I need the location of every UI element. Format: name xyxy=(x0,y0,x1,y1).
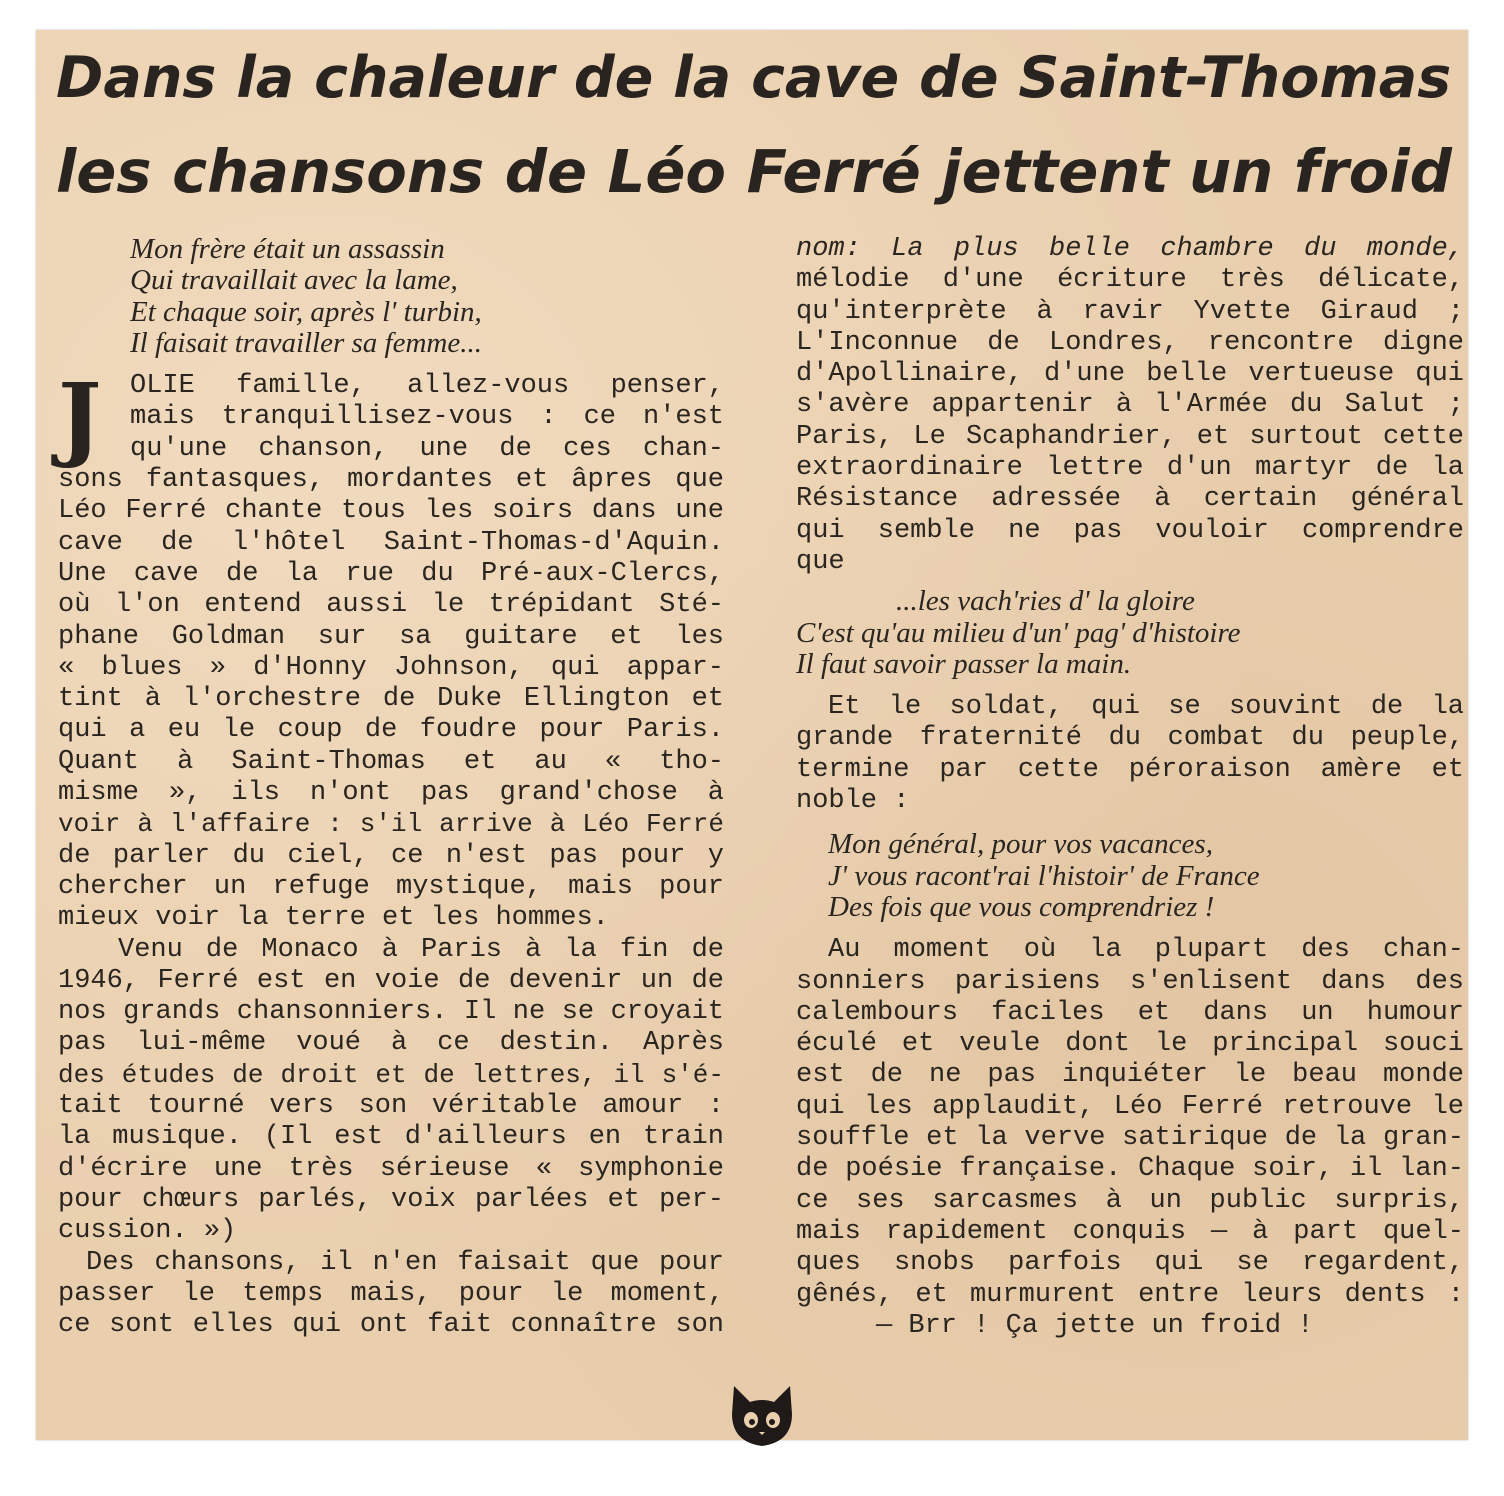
verse-line: Mon frère était un assassin xyxy=(130,234,445,265)
text-line: Paris, Le Scaphandrier, et surtout cette xyxy=(796,421,1464,452)
text-line: calembours faciles et dans un humour xyxy=(796,997,1464,1028)
text-line: Léo Ferré chante tous les soirs dans une xyxy=(58,496,724,527)
text-line: « blues » d'Honny Johnson, qui appar- xyxy=(58,652,724,683)
headline-line-2: les chansons de Léo Ferré jettent un froid xyxy=(56,137,1452,206)
text-line: phane Goldman sur sa guitare et les xyxy=(58,621,724,652)
verse-line: Il faisait travailler sa femme... xyxy=(130,327,482,359)
text-line: d'Apollinaire, d'une belle vertueuse qui xyxy=(796,359,1464,390)
text-line: OLIE famille, allez-vous penser, xyxy=(130,371,724,402)
text-line: éculé et veule dont le principal souci xyxy=(796,1029,1464,1060)
text-line: 1946, Ferré est en voie de devenir un de xyxy=(58,965,724,996)
text-line: pour chœurs parlés, voix parlées et per- xyxy=(58,1184,724,1215)
text-line: sons fantasques, mordantes et âpres que xyxy=(58,465,724,496)
closing-line: — Brr ! Ça jette un froid ! xyxy=(876,1310,1314,1341)
verse-block-2 xyxy=(796,829,1464,923)
spacer xyxy=(796,923,1464,935)
text-line: mieux voir la terre et les hommes. xyxy=(58,903,609,934)
text-line: noble : xyxy=(796,786,910,817)
spacer xyxy=(796,817,1464,829)
text-line: qu'une chanson, une de ces chan- xyxy=(130,433,724,464)
verse-line: Qui travaillait avec la lame, xyxy=(130,265,458,297)
text-line: Au moment où la plupart des chan- xyxy=(828,935,1464,966)
text-line: d'écrire une très sérieuse « symphonie xyxy=(58,1153,724,1184)
text-line: Résistance adressée à certain général xyxy=(796,484,1464,515)
text-line: passer le temps mais, pour le moment, xyxy=(58,1278,724,1309)
text-line: gênés, et murmurent entre leurs dents : xyxy=(796,1279,1464,1310)
spacer xyxy=(796,578,1464,586)
verse-line: ...les vach'ries d' la gloire xyxy=(896,586,1195,618)
verse-line: Mon général, pour vos vacances, xyxy=(828,829,1213,861)
text-line: sonniers parisiens s'enlisent dans des xyxy=(796,966,1464,997)
paragraph-6 xyxy=(796,935,1464,1311)
text-line: la musique. (Il est d'ailleurs en train xyxy=(58,1122,724,1153)
text-line: Venu de Monaco à Paris à la fin de xyxy=(118,934,724,965)
text-line: souffle et la verve satirique de la gran- xyxy=(796,1123,1464,1154)
verse-line: Des fois que vous comprendriez ! xyxy=(828,891,1215,923)
drop-cap: J xyxy=(58,363,102,472)
text-line: ce ses sarcasmes à un public surpris, xyxy=(796,1185,1464,1216)
text-line: qui a eu le coup de foudre pour Paris. xyxy=(58,715,724,746)
text-line: de parler du ciel, ce n'est pas pour y xyxy=(58,840,724,871)
text-line: mélodie d'une écriture très délicate, xyxy=(796,265,1464,296)
text-line: des études de droit et de lettres, il s'é- xyxy=(58,1059,724,1090)
paragraph-3 xyxy=(58,1248,724,1342)
paragraph-1 xyxy=(58,363,724,934)
text-line: termine par cette péroraison amère et xyxy=(796,754,1464,785)
text-line: cussion. ») xyxy=(58,1216,237,1247)
text-line: pas lui-même voué à ce destin. Après xyxy=(58,1028,724,1059)
opening-verse xyxy=(58,234,724,359)
text-line: Des chansons, il n'en faisait que pour xyxy=(86,1247,724,1278)
verse-line: J' vous racont'rai l'histoir' de France xyxy=(828,860,1260,892)
paragraph-2 xyxy=(58,935,724,1248)
verse-line: Et chaque soir, après l' turbin, xyxy=(130,296,482,328)
text-line: ce sont elles qui ont fait connaître son xyxy=(58,1310,724,1341)
text-line: cave de l'hôtel Saint-Thomas-d'Aquin. xyxy=(58,527,724,558)
headline-line-1: Dans la chaleur de la cave de Saint-Thomas xyxy=(56,45,1452,111)
text-line: qui les applaudit, Léo Ferré retrouve le xyxy=(796,1091,1464,1122)
text-line: tint à l'orchestre de Duke Ellington et xyxy=(58,684,724,715)
verse-block-1 xyxy=(796,586,1464,680)
text-line: qui semble ne pas vouloir comprendre xyxy=(796,515,1464,546)
text-line: que xyxy=(796,546,845,577)
newspaper-clipping xyxy=(36,30,1468,1440)
text-line: s'avère appartenir à l'Armée du Salut ; xyxy=(796,390,1464,421)
verse-line: Il faut savoir passer la main. xyxy=(796,648,1132,680)
left-column xyxy=(58,234,724,1341)
text-line: nom: La plus belle chambre du monde, xyxy=(796,234,1464,264)
text-line: est de ne pas inquiéter le beau monde xyxy=(796,1060,1464,1091)
text-line: extraordinaire lettre d'un martyr de la xyxy=(796,453,1464,484)
text-line: nos grands chansonniers. Il ne se croyait xyxy=(58,997,724,1028)
text-line: tait tourné vers son véritable amour : xyxy=(58,1091,724,1122)
text-line: grande fraternité du combat du peuple, xyxy=(796,723,1464,754)
text-line: chercher un refuge mystique, mais pour xyxy=(58,871,724,902)
spacer xyxy=(796,680,1464,692)
text-line: misme », ils n'ont pas grand'chose à xyxy=(58,778,724,809)
text-line: Une cave de la rue du Pré-aux-Clercs, xyxy=(58,558,724,589)
text-line: voir à l'affaire : s'il arrive à Léo Ferré xyxy=(58,809,724,840)
verse-line: C'est qu'au milieu d'un' pag' d'histoire xyxy=(796,617,1241,649)
text-line: mais tranquillisez-vous : ce n'est xyxy=(130,402,724,433)
text-line: L'Inconnue de Londres, rencontre digne xyxy=(796,327,1464,358)
text-line: où l'on entend aussi le trépidant Sté- xyxy=(58,590,724,621)
text-line: qu'interprète à ravir Yvette Giraud ; xyxy=(796,296,1464,327)
text-line: Et le soldat, qui se souvint de la xyxy=(828,692,1464,723)
text-line: mais rapidement conquis — à part quel- xyxy=(796,1216,1464,1247)
text-line: ques snobs parfois qui se regardent, xyxy=(796,1248,1464,1279)
spacer xyxy=(58,359,724,371)
paragraph-5 xyxy=(796,692,1464,817)
paragraph-4 xyxy=(796,234,1464,578)
cat-head-icon xyxy=(726,1380,798,1452)
right-column xyxy=(796,234,1464,1342)
text-line: de poésie française. Chaque soir, il lan- xyxy=(796,1154,1464,1185)
text-line: Quant à Saint-Thomas et au « tho- xyxy=(58,746,724,777)
